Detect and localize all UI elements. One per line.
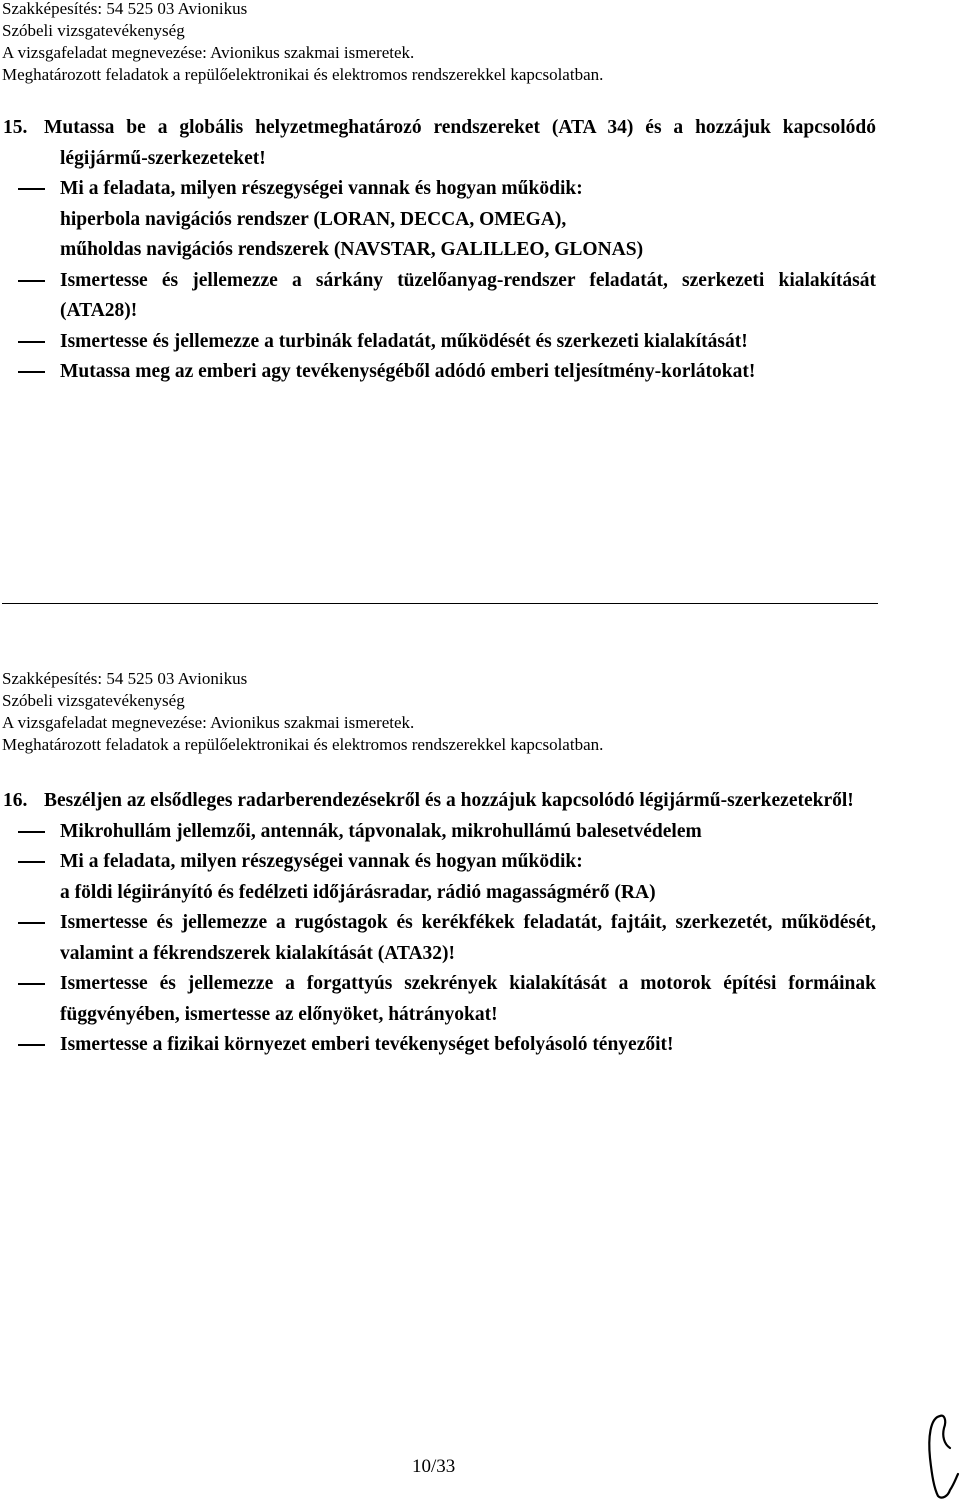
bullet-continuation: a földi légiirányító és fedélzeti időjárásradar, rádió magasságmérő (RA) bbox=[60, 881, 656, 903]
dash-bullet-icon bbox=[18, 983, 45, 985]
bullet-text: Ismertesse és jellemezze a sárkány tüzelőanyag-rendszer feladatát, szerkezeti kialakítását (ATA28)! bbox=[60, 269, 876, 321]
header-line-task-name: A vizsgafeladat megnevezése: Avionikus szakmai ismeretek. bbox=[2, 713, 415, 732]
question-title-text: Mutassa be a globális helyzetmeghatározó rendszereket (ATA 34) és a hozzájuk kapcsolódó légijármű-szerkezeteket! bbox=[44, 117, 876, 169]
bullet-text: Mikrohullám jellemzői, antennák, tápvonalak, mikrohullámú balesetvédelem bbox=[60, 820, 702, 842]
bullet-item bbox=[0, 357, 876, 388]
bullet-item bbox=[0, 847, 876, 878]
page-header-bottom bbox=[2, 668, 603, 756]
dash-bullet-icon bbox=[18, 831, 45, 833]
question-15 bbox=[0, 113, 876, 388]
dash-bullet-icon bbox=[18, 922, 45, 924]
dash-bullet-icon bbox=[18, 1044, 45, 1046]
dash-bullet-icon bbox=[18, 188, 45, 190]
header-line-exam-type: Szóbeli vizsgatevékenység bbox=[2, 691, 185, 710]
header-line-qualification: Szakképesítés: 54 525 03 Avionikus bbox=[2, 669, 248, 688]
bullet-continuation: hiperbola navigációs rendszer (LORAN, DECCA, OMEGA), bbox=[60, 208, 567, 230]
header-line-qualification: Szakképesítés: 54 525 03 Avionikus bbox=[2, 0, 248, 18]
dash-bullet-icon bbox=[18, 341, 45, 343]
question-15-title bbox=[0, 113, 876, 174]
bullet-item bbox=[0, 817, 876, 848]
page-header-top bbox=[2, 0, 603, 86]
bullet-text: Ismertesse és jellemezze a forgattyús szekrények kialakítását a motorok építési formáinak függvényében, ismertesse az előnyöket, hátrányokat! bbox=[60, 973, 876, 1025]
question-number: 15. bbox=[3, 117, 28, 138]
bullet-item bbox=[0, 174, 876, 205]
question-number: 16. bbox=[3, 790, 28, 811]
bullet-text: Ismertesse és jellemezze a turbinák feladatát, működését és szerkezeti kialakítását! bbox=[60, 330, 748, 352]
bullet-item bbox=[0, 266, 876, 327]
bullet-text: Ismertesse és jellemezze a rugóstagok és kerékfékek feladatát, fajtáit, szerkezetét, működését, valamint a fékrendszerek kialakítását (ATA32)! bbox=[60, 912, 876, 964]
question-16 bbox=[0, 786, 876, 1061]
header-line-exam-type: Szóbeli vizsgatevékenység bbox=[2, 21, 185, 40]
bullet-item bbox=[0, 327, 876, 358]
dash-bullet-icon bbox=[18, 861, 45, 863]
dash-bullet-icon bbox=[18, 280, 45, 282]
dash-bullet-icon bbox=[18, 371, 45, 373]
header-line-task-name: A vizsgafeladat megnevezése: Avionikus szakmai ismeretek. bbox=[2, 43, 415, 62]
handwritten-initial-icon bbox=[920, 1408, 960, 1503]
question-16-title bbox=[0, 786, 876, 817]
bullet-continuation: műholdas navigációs rendszerek (NAVSTAR, GALILLEO, GLONAS) bbox=[60, 239, 644, 260]
bullet-item bbox=[0, 969, 876, 1030]
bullet-text: Mi a feladata, milyen részegységei vannak és hogyan működik: bbox=[60, 851, 583, 872]
bullet-text: Mi a feladata, milyen részegységei vannak és hogyan működik: bbox=[60, 178, 583, 199]
question-title-text: Beszéljen az elsődleges radarberendezésekről és a hozzájuk kapcsolódó légijármű-szerkezetekről! bbox=[44, 790, 854, 811]
bullet-item bbox=[0, 908, 876, 969]
header-line-task-scope: Meghatározott feladatok a repülőelektronikai és elektromos rendszerekkel kapcsolatban. bbox=[2, 735, 604, 754]
header-line-task-scope: Meghatározott feladatok a repülőelektronikai és elektromos rendszerekkel kapcsolatban. bbox=[2, 65, 604, 84]
bullet-item bbox=[0, 1030, 876, 1061]
page-number: 10/33 bbox=[412, 1456, 456, 1477]
section-divider bbox=[2, 603, 878, 604]
bullet-text: Ismertesse a fizikai környezet emberi tevékenységet befolyásoló tényezőit! bbox=[60, 1034, 674, 1055]
bullet-text: Mutassa meg az emberi agy tevékenységéből adódó emberi teljesítmény-korlátokat! bbox=[60, 361, 756, 382]
